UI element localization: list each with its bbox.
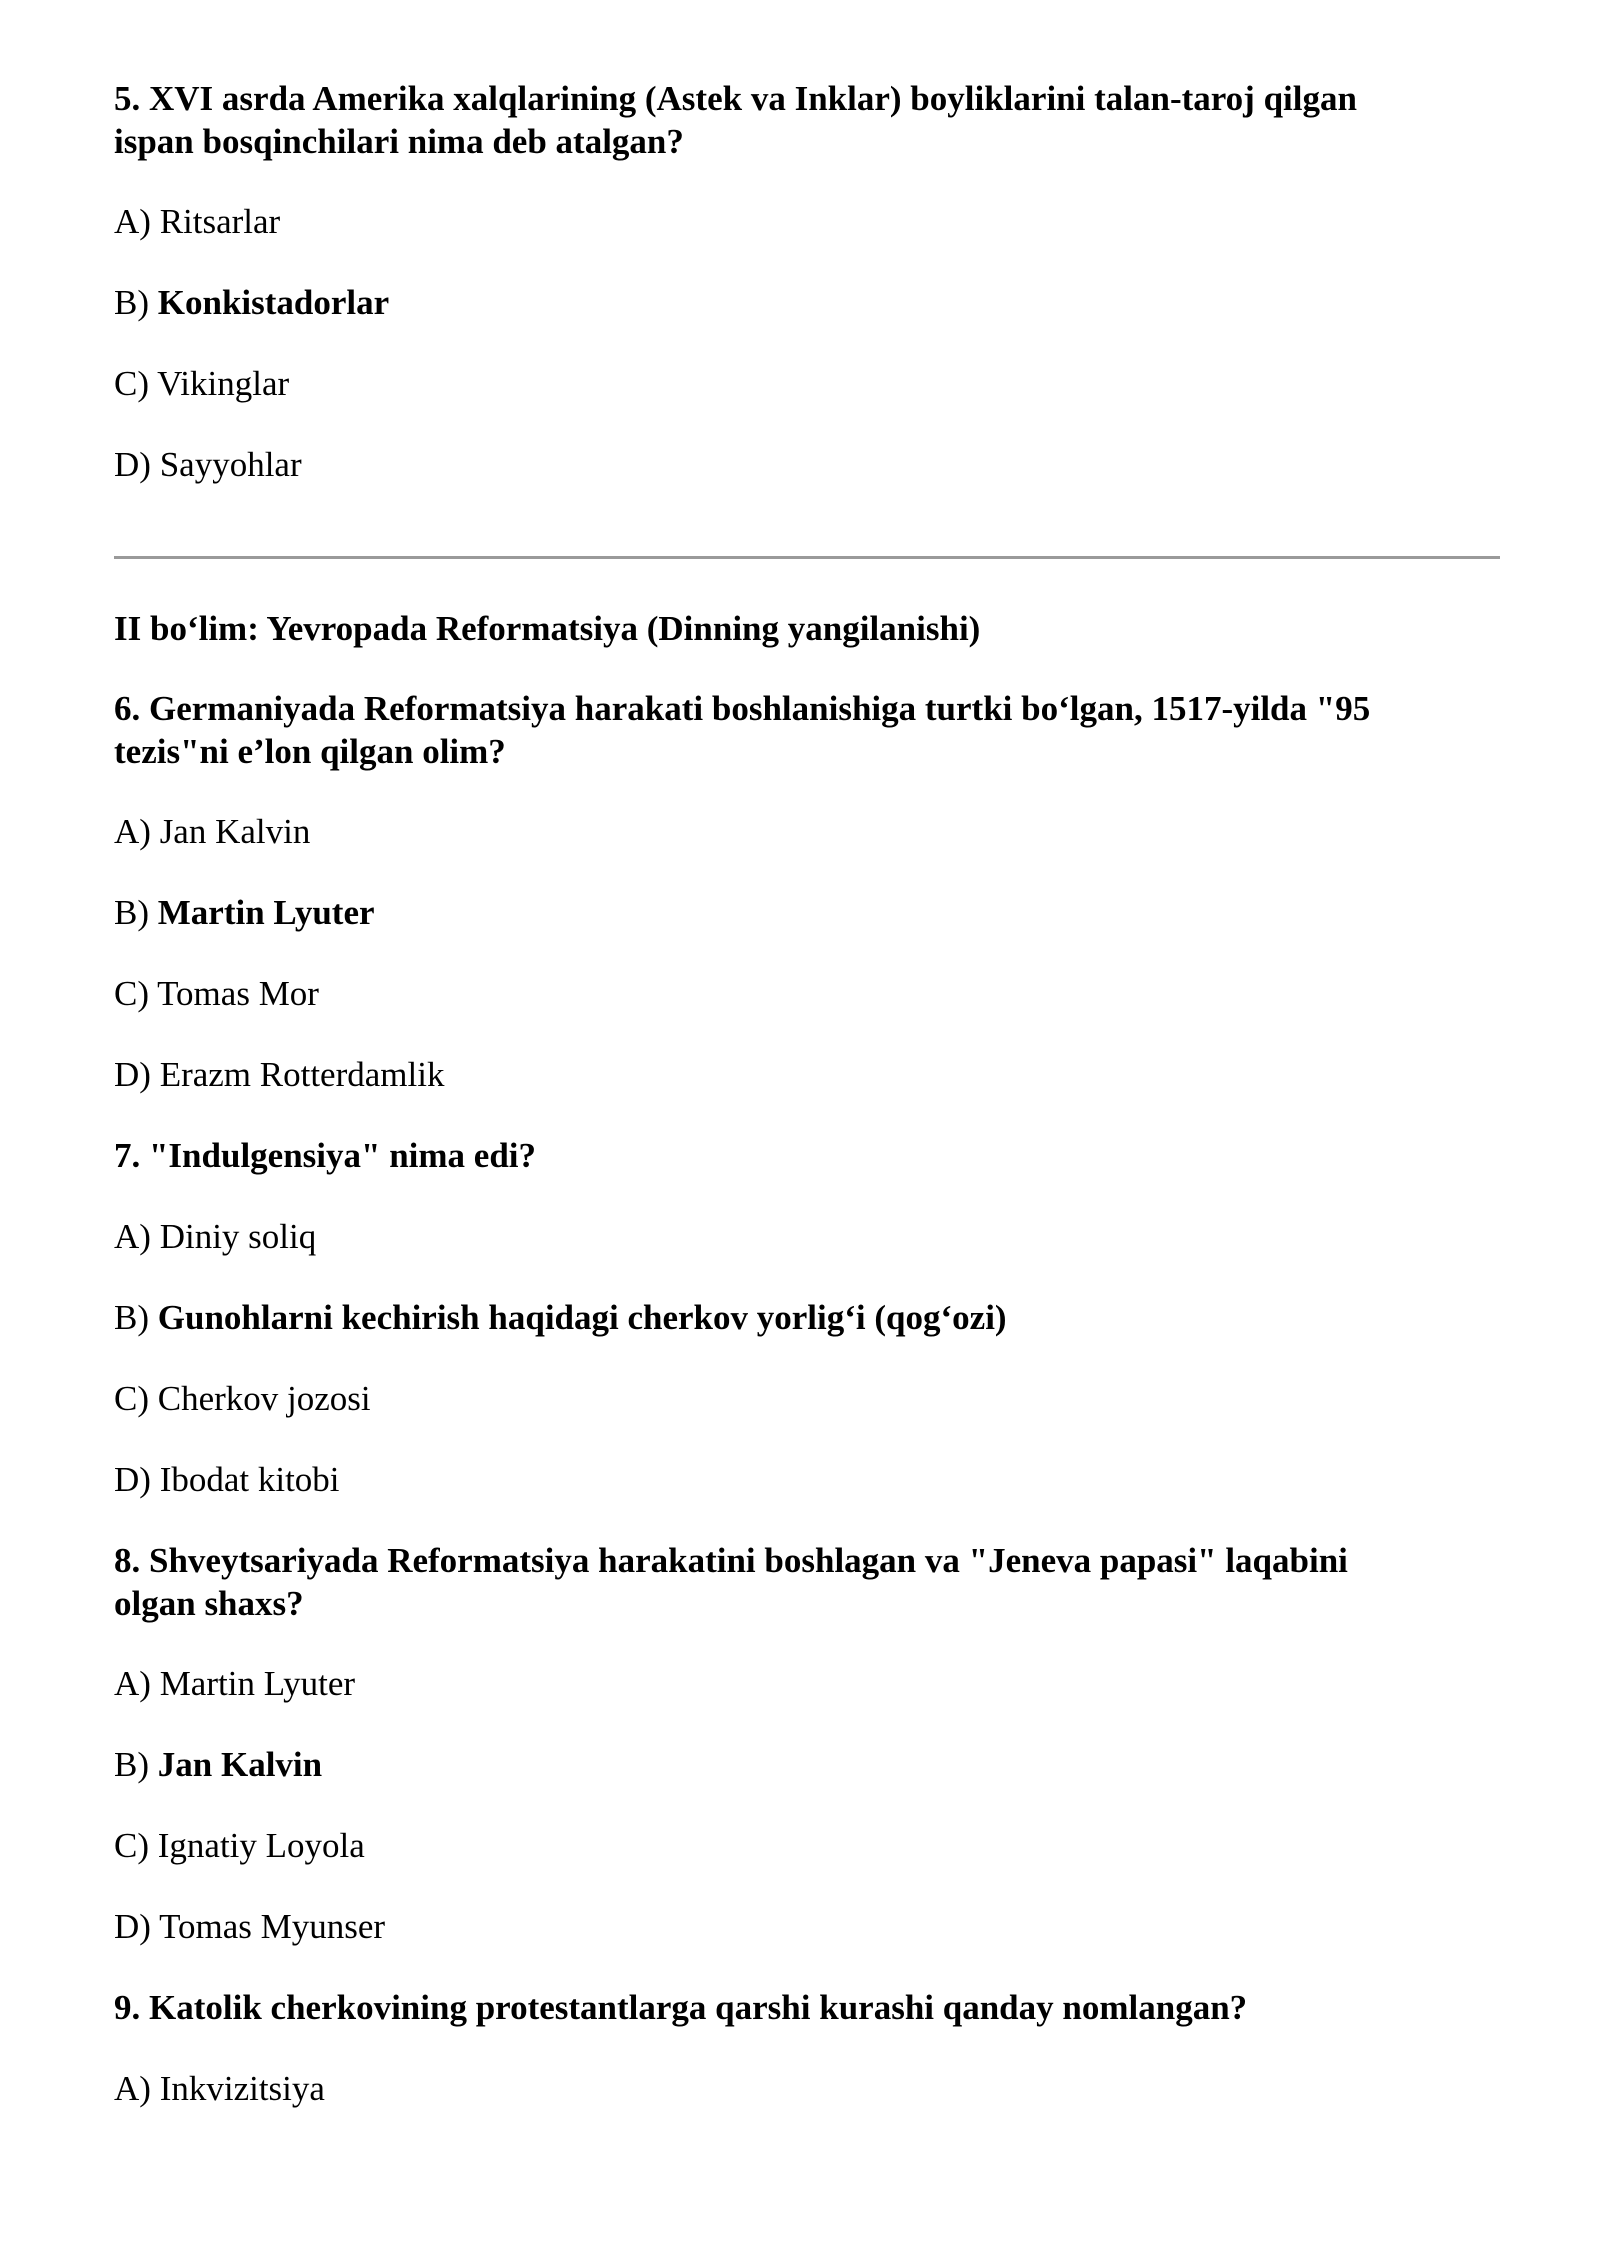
option-text: Cherkov jozosi: [157, 1379, 371, 1418]
option-prefix: B): [114, 283, 158, 322]
option-text-correct: Konkistadorlar: [157, 283, 390, 322]
option-prefix: D): [114, 1907, 160, 1946]
question-6-option-d: [114, 1054, 444, 1096]
question-5-text-line-1: 5. XVI asrda Amerika xalqlarining (Astek va Inklar) boyliklarini talan-taroj qilgan: [114, 79, 1357, 118]
question-9-text-line-1: 9. Katolik cherkovining protestantlarga qarshi kurashi qanday nomlangan?: [114, 1988, 1248, 2027]
option-prefix: C): [114, 1826, 158, 1865]
option-prefix: A): [114, 202, 160, 241]
question-5-option-b: [114, 282, 389, 324]
option-prefix: C): [114, 974, 158, 1013]
question-6-option-b: [114, 892, 375, 934]
option-text: Ignatiy Loyola: [157, 1826, 365, 1865]
question-8-text-line-1: 8. Shveytsariyada Reformatsiya harakatini boshlagan va "Jeneva papasi" laqabini: [114, 1541, 1348, 1580]
option-text: Vikinglar: [157, 364, 290, 403]
question-6-option-c: [114, 973, 319, 1015]
option-text: Inkvizitsiya: [159, 2069, 325, 2108]
question-6-text-line-2: tezis"ni e’lon qilgan olim?: [114, 732, 506, 771]
option-prefix: D): [114, 1055, 160, 1094]
question-7-option-c: [114, 1378, 371, 1420]
option-text-correct: Gunohlarni kechirish haqidagi cherkov yorlig‘i (qog‘ozi): [157, 1298, 1007, 1337]
question-9-option-a: [114, 2068, 325, 2110]
question-5-option-a: [114, 201, 280, 243]
option-prefix: A): [114, 812, 160, 851]
question-7-option-a: [114, 1216, 316, 1258]
option-prefix: D): [114, 445, 160, 484]
option-text: Martin Lyuter: [159, 1664, 356, 1703]
question-7-option-d: [114, 1459, 340, 1501]
question-7-option-b: [114, 1297, 1007, 1339]
question-6-option-a: [114, 811, 310, 853]
option-prefix: A): [114, 1664, 160, 1703]
section-divider: [114, 556, 1500, 559]
option-text: Tomas Myunser: [159, 1907, 386, 1946]
option-text: Ritsarlar: [159, 202, 281, 241]
option-prefix: C): [114, 1379, 158, 1418]
option-text: Jan Kalvin: [159, 812, 311, 851]
option-text: Tomas Mor: [157, 974, 319, 1013]
question-5-option-d: [114, 444, 302, 486]
option-prefix: C): [114, 364, 158, 403]
option-text: Sayyohlar: [159, 445, 302, 484]
option-prefix: B): [114, 1298, 158, 1337]
question-8-text-line-2: olgan shaxs?: [114, 1584, 304, 1623]
question-8-option-d: [114, 1906, 385, 1948]
question-5-text-line-2: ispan bosqinchilari nima deb atalgan?: [114, 122, 684, 161]
question-6-text-line-1: 6. Germaniyada Reformatsiya harakati boshlanishiga turtki bo‘lgan, 1517-yilda "95: [114, 689, 1371, 728]
option-prefix: A): [114, 1217, 160, 1256]
option-text: Ibodat kitobi: [159, 1460, 340, 1499]
question-7-text-line-1: 7. "Indulgensiya" nima edi?: [114, 1136, 537, 1175]
question-8-option-c: [114, 1825, 365, 1867]
question-5-option-c: [114, 363, 289, 405]
option-text-correct: Jan Kalvin: [157, 1745, 323, 1784]
question-8-option-b: [114, 1744, 322, 1786]
option-prefix: B): [114, 893, 158, 932]
section-heading: II bo‘lim: Yevropada Reformatsiya (Dinning yangilanishi): [114, 609, 981, 648]
option-text: Erazm Rotterdamlik: [159, 1055, 445, 1094]
option-prefix: A): [114, 2069, 160, 2108]
option-text: Diniy soliq: [159, 1217, 317, 1256]
option-prefix: D): [114, 1460, 160, 1499]
option-prefix: B): [114, 1745, 158, 1784]
option-text-correct: Martin Lyuter: [157, 893, 375, 932]
question-8-option-a: [114, 1663, 355, 1705]
